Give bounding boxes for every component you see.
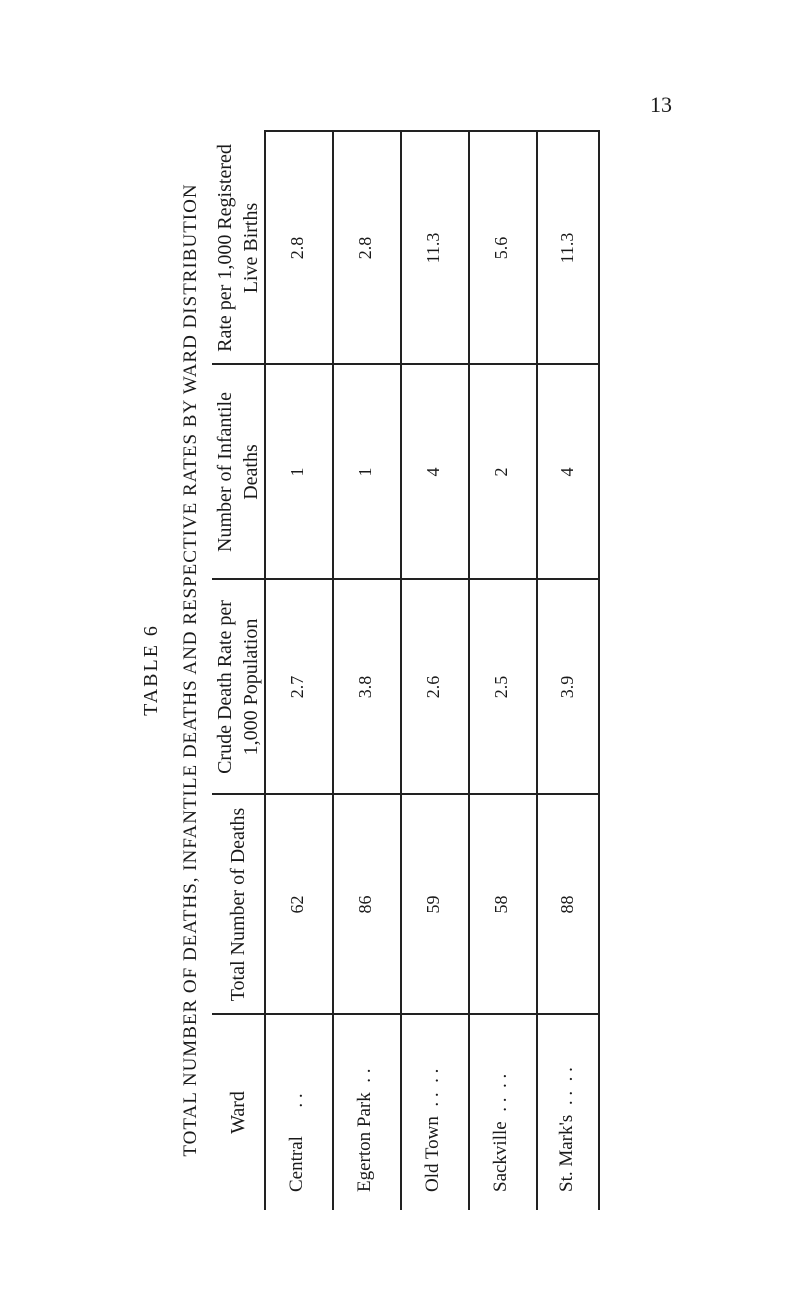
row-divider	[468, 130, 470, 1210]
row-divider	[400, 130, 402, 1210]
ward-name: Old Town . . . .	[422, 1068, 443, 1192]
rotated-table-block	[140, 130, 600, 1210]
infant-deaths-value: 4	[423, 467, 443, 477]
ward-name: Central . .	[286, 1093, 307, 1192]
infant-rate-value: 11.3	[557, 232, 577, 264]
total-deaths-value: 59	[423, 895, 443, 914]
page-number: 13	[650, 92, 672, 117]
ward-name: St. Mark's . . . .	[556, 1067, 577, 1192]
total-deaths-value: 62	[287, 895, 307, 914]
infant-rate-value: 2.8	[287, 236, 307, 260]
infant-deaths-value: 4	[557, 467, 577, 477]
total-deaths-value: 88	[557, 895, 577, 914]
infant-deaths-value: 2	[491, 467, 511, 477]
infant-rate-value: 2.8	[355, 236, 375, 260]
row-divider	[332, 130, 334, 1210]
ward-name: Egerton Park . .	[354, 1068, 375, 1192]
table-edge	[598, 130, 600, 1210]
ward-name: Sackville . . . .	[490, 1073, 511, 1192]
column-divider	[212, 579, 600, 581]
header-ward: Ward	[227, 1091, 249, 1134]
column-divider	[212, 364, 600, 366]
total-deaths-value: 86	[355, 895, 375, 914]
crude-rate-value: 2.6	[423, 675, 443, 699]
crude-rate-value: 3.8	[355, 675, 375, 699]
header-infant-rate: Rate per 1,000 Registered Live Births	[214, 144, 262, 352]
total-deaths-value: 58	[491, 895, 511, 914]
header-crude-rate: Crude Death Rate per 1,000 Population	[214, 600, 262, 774]
crude-rate-value: 2.5	[491, 675, 511, 699]
table-title: TOTAL NUMBER OF DEATHS, INFANTILE DEATHS AND RESPECTIVE RATES BY WARD DISTRIBUTION	[180, 183, 201, 1157]
table-label: TABLE 6	[140, 624, 162, 716]
crude-rate-value: 2.7	[287, 675, 307, 699]
table-edge	[264, 131, 600, 133]
infant-deaths-value: 1	[355, 467, 375, 477]
crude-rate-value: 3.9	[557, 675, 577, 699]
infant-deaths-value: 1	[287, 467, 307, 477]
header-infant-deaths: Number of Infantile Deaths	[214, 392, 262, 552]
column-divider	[212, 1014, 600, 1016]
header-total-deaths: Total Number of Deaths	[227, 807, 249, 1002]
infant-rate-value: 11.3	[423, 232, 443, 264]
infant-rate-value: 5.6	[491, 236, 511, 260]
data-table	[212, 130, 600, 1210]
row-divider	[536, 130, 538, 1210]
column-divider	[212, 794, 600, 796]
header-rule	[264, 130, 266, 1210]
